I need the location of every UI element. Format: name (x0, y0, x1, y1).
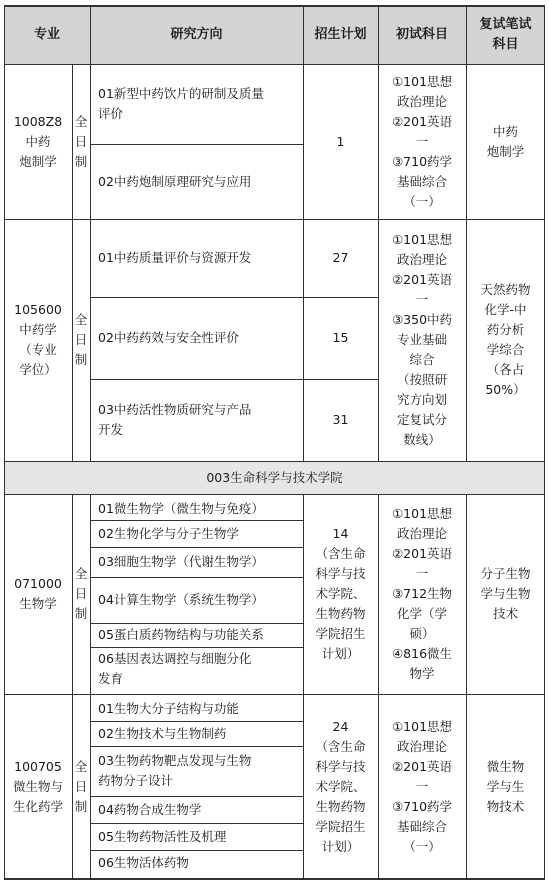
column-divider (303, 5, 304, 461)
direction-item: 05蛋白质药物结构与功能关系 (98, 627, 264, 642)
direction-item: 06基因表达调控与细胞分化 发育 (98, 651, 252, 686)
study-mode: 全 日 制 (74, 312, 88, 367)
table-right-border (544, 5, 545, 880)
column-divider (90, 5, 91, 461)
major-name: 100705 微生物与 生化药学 (12, 758, 63, 814)
row-divider (90, 297, 378, 298)
column-divider (72, 64, 73, 461)
header-exam: 初试科目 (378, 5, 466, 64)
header-retest: 复试笔试 科目 (466, 5, 545, 64)
direction-item: 03生物药物靶点发现与生物 药物分子设计 (98, 753, 252, 788)
exam-subjects: ①101思想 政治理论 ②201英语 一 ③710药学 基础综合 （一） (391, 718, 453, 854)
major-name: 105600 中药学 （专业 学位） (14, 302, 62, 377)
header-major: 专业 (4, 5, 90, 64)
retest-subjects: 微生物 学与生 物技术 (486, 758, 525, 814)
row-divider (90, 547, 303, 548)
row-divider (4, 461, 545, 462)
direction-item: 05生物药物活性及机理 (98, 828, 227, 844)
row-divider (90, 850, 303, 851)
exam-subjects: ①101思想 政治理论 ②201英语 一 ③710药学 基础综合 （一） (391, 73, 453, 209)
row-divider (90, 520, 303, 521)
table-left-border (4, 5, 5, 880)
major-name: 1008Z8 中药 炮制学 (13, 113, 63, 169)
header-direction: 研究方向 (90, 5, 303, 64)
column-divider (378, 494, 379, 879)
direction-item: 01新型中药饮片的研制及质量 评价 (98, 86, 264, 121)
row-divider (4, 219, 545, 220)
section-title: 003生命科学与技术学院 (4, 461, 545, 494)
header-enroll: 招生计划 (303, 5, 378, 64)
enroll-count: 24 （含生命 科学与技 术学院、 生物药物 学院招生 计划） (315, 718, 366, 854)
row-divider (90, 721, 303, 722)
retest-subjects: 分子生物 学与生物 技术 (480, 566, 531, 621)
direction-item: 04计算生物学（系统生物学） (98, 592, 264, 607)
direction-item: 06生物活体药物 (98, 855, 189, 870)
study-mode: 全 日 制 (74, 566, 88, 621)
column-divider (466, 5, 467, 461)
retest-subjects: 天然药物 化学-中 药分析 学综合 （各占 50%） (480, 282, 531, 397)
direction-item: 04药物合成生物学 (98, 801, 202, 817)
row-divider (90, 144, 303, 145)
row-divider (90, 746, 303, 747)
row-divider (4, 494, 545, 495)
direction-item: 02中药药效与安全性评价 (98, 330, 239, 345)
study-mode: 全 日 制 (74, 758, 88, 814)
row-divider (90, 823, 303, 824)
enroll-count: 27 (332, 250, 349, 265)
exam-subjects: ①101思想 政治理论 ②201英语 一 ③712生物 化学（学 硕） ④816微生 物学 (391, 506, 453, 681)
column-divider (72, 494, 73, 879)
row-divider (90, 796, 303, 797)
enroll-count: 14 （含生命 科学与技 术学院、 生物药物 学院招生 计划） (315, 526, 366, 661)
direction-item: 03中药活性物质研究与产品 开发 (98, 402, 252, 437)
column-divider (90, 494, 91, 879)
direction-item: 03细胞生物学（代谢生物学） (98, 554, 264, 569)
enroll-count: 1 (336, 133, 345, 149)
row-divider (90, 623, 303, 624)
direction-item: 01生物大分子结构与功能 (98, 701, 239, 716)
row-divider (90, 577, 303, 578)
direction-item: 01中药质量评价与资源开发 (98, 250, 252, 265)
table-bottom-border (4, 878, 545, 880)
row-divider (90, 379, 378, 380)
retest-subjects: 中药 炮制学 (486, 123, 525, 159)
enroll-count: 15 (332, 330, 349, 345)
direction-item: 02中药炮制原理研究与应用 (98, 173, 252, 189)
enroll-count: 31 (332, 412, 349, 427)
column-divider (378, 5, 379, 461)
column-divider (303, 494, 304, 879)
direction-item: 02生物化学与分子生物学 (98, 525, 239, 541)
exam-subjects: ①101思想 政治理论 ②201英语 一 ③350中药 专业基础 综合 （按照研 究方向划 定复试分 数线） (391, 232, 453, 447)
direction-item: 02生物技术与生物制药 (98, 725, 227, 741)
row-divider (4, 64, 545, 65)
table-top-border (4, 5, 545, 7)
study-mode: 全 日 制 (74, 113, 88, 169)
direction-item: 01微生物学（微生物与免疫） (98, 500, 264, 516)
column-divider (466, 494, 467, 879)
row-divider (4, 694, 545, 695)
row-divider (90, 647, 303, 648)
major-name: 071000 生物学 (14, 576, 62, 611)
